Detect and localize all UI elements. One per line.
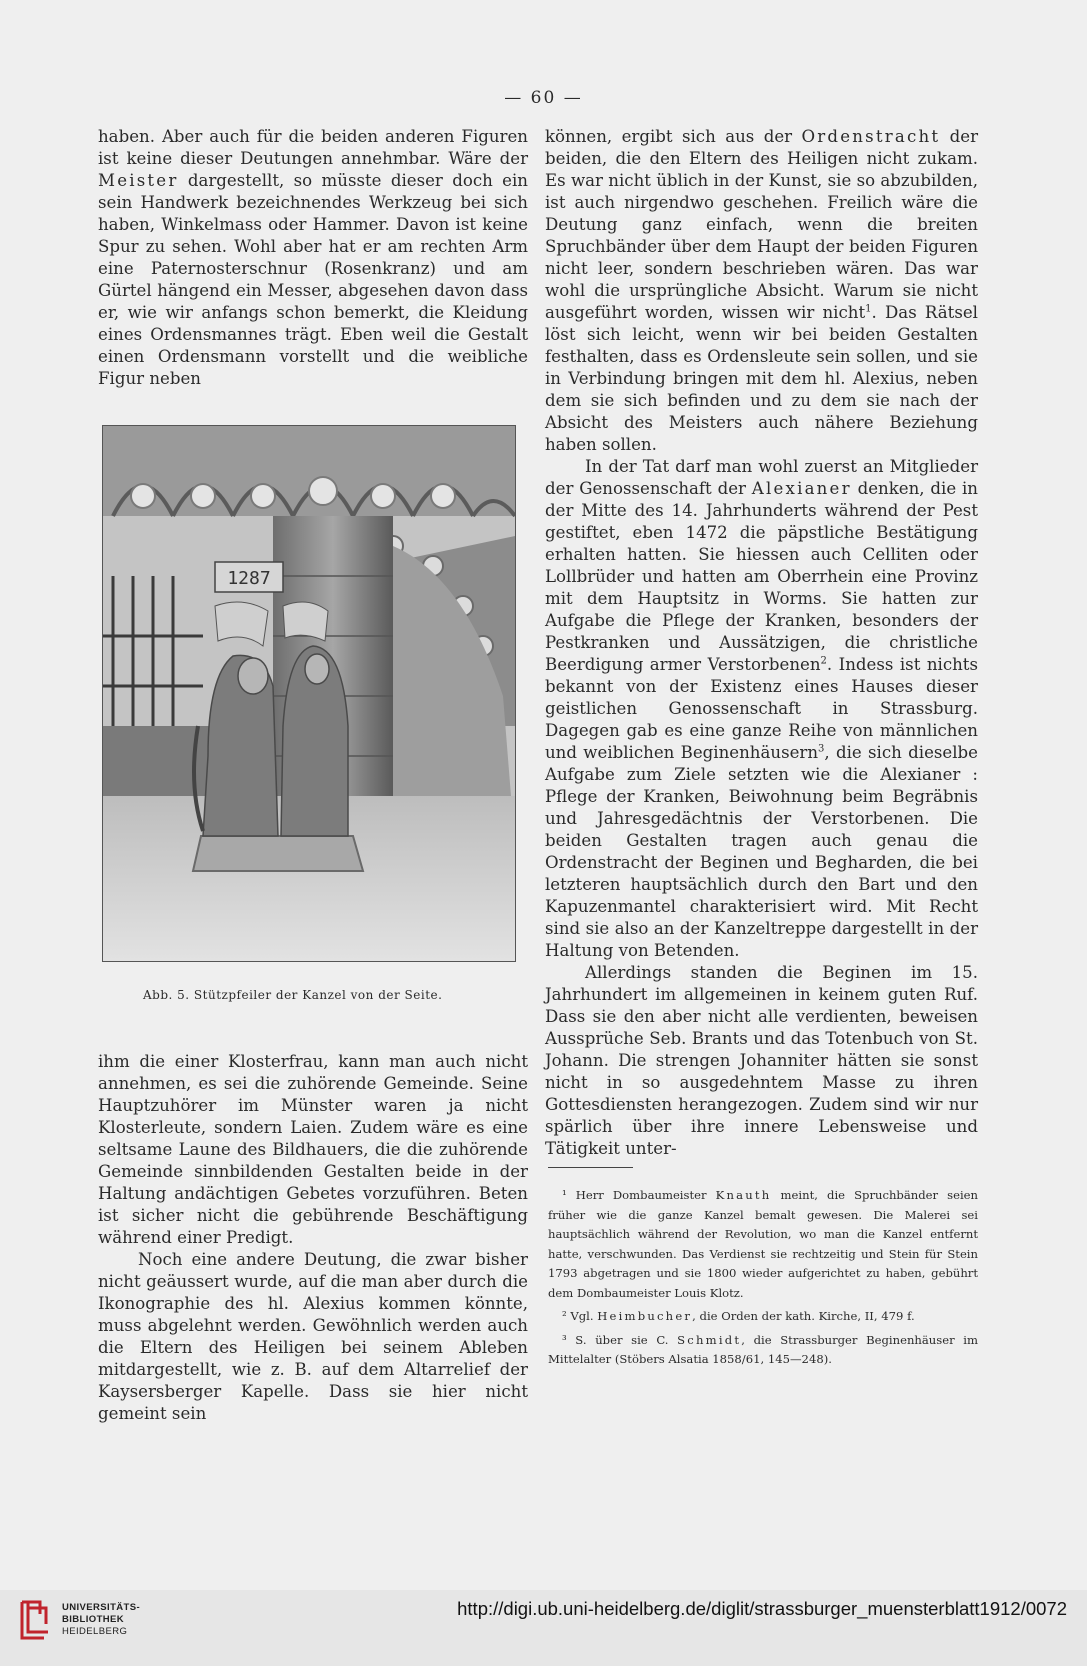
figure-pulpit-pillar-photo xyxy=(102,425,516,962)
figure-caption: Abb. 5. Stützpfeiler der Kanzel von der Seite. xyxy=(143,988,443,1002)
source-url-link[interactable]: http://digi.ub.uni-heidelberg.de/diglit/strassburger_muensterblatt1912/0072 xyxy=(457,1598,1067,1619)
footer-bar xyxy=(0,1590,1087,1666)
paragraph: Allerdings standen die Beginen im 15. Jahrhundert im allgemeinen in keinem guten Ruf. Dass sie den aber nicht alle verdienten, beweisen Aussprüche Seb. Brants und das Totenbuch von St. Johann. Die strengen Johanniter hätten sie sonst nicht in so ausgedehntem Masse zu ihren Gottesdiensten herangezogen. Zudem sind wir nur spärlich über ihre innere Lebensweise und Tätigkeit unter- xyxy=(545,963,978,1158)
spaced-word: Alexianer xyxy=(751,479,852,498)
footnote-3: ³ S. über sie C. Schmidt, die Strassburger Beginenhäuser im Mittelalter (Stöbers Alsatia 1858/61, 145—248). xyxy=(548,1332,978,1366)
paragraph: ihm die einer Klosterfrau, kann man auch nicht annehmen, es sei die zuhörende Gemeinde. Seine Hauptzuhörer im Münster waren ja nicht Klosterleute, sondern Laien. Zudem wäre es eine seltsame Laune des Bildhauers, die die zuhörende Gemeinde sinnbildenden Gestalten beide in der Haltung andächtigen Gebetes vorzuführen. Beten ist sicher nicht die gebührende Beschäftigung während einer Predigt. xyxy=(98,1052,528,1247)
footnote-ref: 1 xyxy=(865,303,872,315)
footnote-2: ² Vgl. Heimbucher, die Orden der kath. Kirche, II, 479 f. xyxy=(562,1309,915,1323)
spaced-word: Meister xyxy=(98,171,179,190)
footnote-1: ¹ Herr Dombaumeister Knauth meint, die Spruchbänder seien früher wie die ganze Kanzel bemalt gewesen. Die Malerei sei hauptsächlich während der Revolution, wo man die Kanzel entfernt hatte, verschwunden. Das Verdienst sie rechtzeitig und Stein für Stein 1793 abgetragen und sie 1800 wieder aufgerichtet zu haben, gebührt dem Dombaumeister Louis Klotz. xyxy=(548,1188,978,1300)
page-number: — 60 — xyxy=(504,88,583,108)
left-column-bottom xyxy=(98,1051,528,1425)
left-column-top xyxy=(98,126,528,390)
library-name: UNIVERSITÄTS- BIBLIOTHEK HEIDELBERG xyxy=(62,1602,141,1637)
library-logo-icon xyxy=(14,1598,54,1646)
paragraph: In der Tat darf man wohl zuerst an Mitglieder der Genossenschaft der Alexianer denken, die in der Mitte des 14. Jahrhunderts während der Pest gestiftet, eben 1472 die päpstliche Bestätigung erhalten hatten. Sie hiessen auch Celliten oder Lollbrüder und hatten am Oberrhein eine Provinz mit dem Hauptsitz in Worms. Sie hatten zur Aufgabe die Pflege der Kranken, besonders der Pestkranken und Aussätzigen, die christliche Beerdigung armer Verstorbenen$^2$. Indess ist nichts bekannt von der Existenz eines Hauses dieser geistlichen Genossenschaft in Strassburg. Dagegen gab es eine ganze Reihe von männlichen und weiblichen Beginenhäusern$^3$, die sich dieselbe Aufgabe zum Ziele setzten wie die Alexianer : Pflege der Kranken, Beiwohnung beim Begräbnis und Jahresgedächtnis der Verstorbenen. Die beiden Gestalten tragen auch genau die Ordenstracht der Beginen und Begharden, die bei letzteren hauptsächlich durch den Bart und den Kapuzenmantel charakterisiert wird. Mit Recht sind sie also an der Kanzeltreppe dargestellt in der Haltung von Betenden. xyxy=(545,457,978,960)
footnotes xyxy=(548,1186,978,1374)
paragraph: Noch eine andere Deutung, die zwar bisher nicht geäussert wurde, auf die man aber durch die Ikonographie des hl. Alexius kommen könnte, muss abgelehnt werden. Gewöhnlich werden auch die Eltern des Heiligen bei seinem Ableben mitdargestellt, wie z. B. auf dem Altarrelief der Kaysersberger Kapelle. Dass sie hier nicht gemeint sein xyxy=(98,1250,528,1423)
photo-illustration xyxy=(103,426,515,961)
paragraph: können, ergibt sich aus der Ordenstracht der beiden, die den Eltern des Heiligen nicht zukam. Es war nicht üblich in der Kunst, sie so abzubilden, ist auch nirgendwo geschehen. Freilich wäre die Deutung ganz einfach, wenn die breiten Spruchbänder über dem Haupt der beiden Figuren nicht leer, sondern beschrieben wären. Das war wohl die ursprüngliche Absicht. Warum sie nicht ausgeführt worden, wissen wir nicht$^1$. Das Rätsel löst sich leicht, wenn wir bei beiden Gestalten festhalten, dass es Ordensleute sein sollen, und sie in Verbindung bringen mit dem hl. Alexius, neben dem sie sich befinden und zu dem sie nach der Absicht des Meisters auch nähere Beziehung haben sollen. xyxy=(545,127,978,454)
paragraph: haben. Aber auch für die beiden anderen Figuren ist keine dieser Deutungen annehmbar. Wäre der Meister dargestellt, so müsste dieser doch ein sein Handwerk bezeichnendes Werkzeug bei sich haben, Winkelmass oder Hammer. Davon ist keine Spur zu sehen. Wohl aber hat er am rechten Arm eine Paternosterschnur (Rosenkranz) und am Gürtel hängend ein Messer, abgesehen davon dass er, wie wir anfangs schon bemerkt, die Kleidung eines Ordensmannes trägt. Eben weil die Gestalt einen Ordensmann vorstellt und die weibliche Figur neben xyxy=(98,127,528,388)
right-column xyxy=(545,126,978,1160)
stone-sign-text: 1287 xyxy=(227,568,271,589)
footnote-ref: 2 xyxy=(820,655,827,667)
spaced-word: Ordenstracht xyxy=(801,127,941,146)
footnote-ref: 3 xyxy=(818,743,825,755)
footnote-divider xyxy=(548,1167,633,1168)
